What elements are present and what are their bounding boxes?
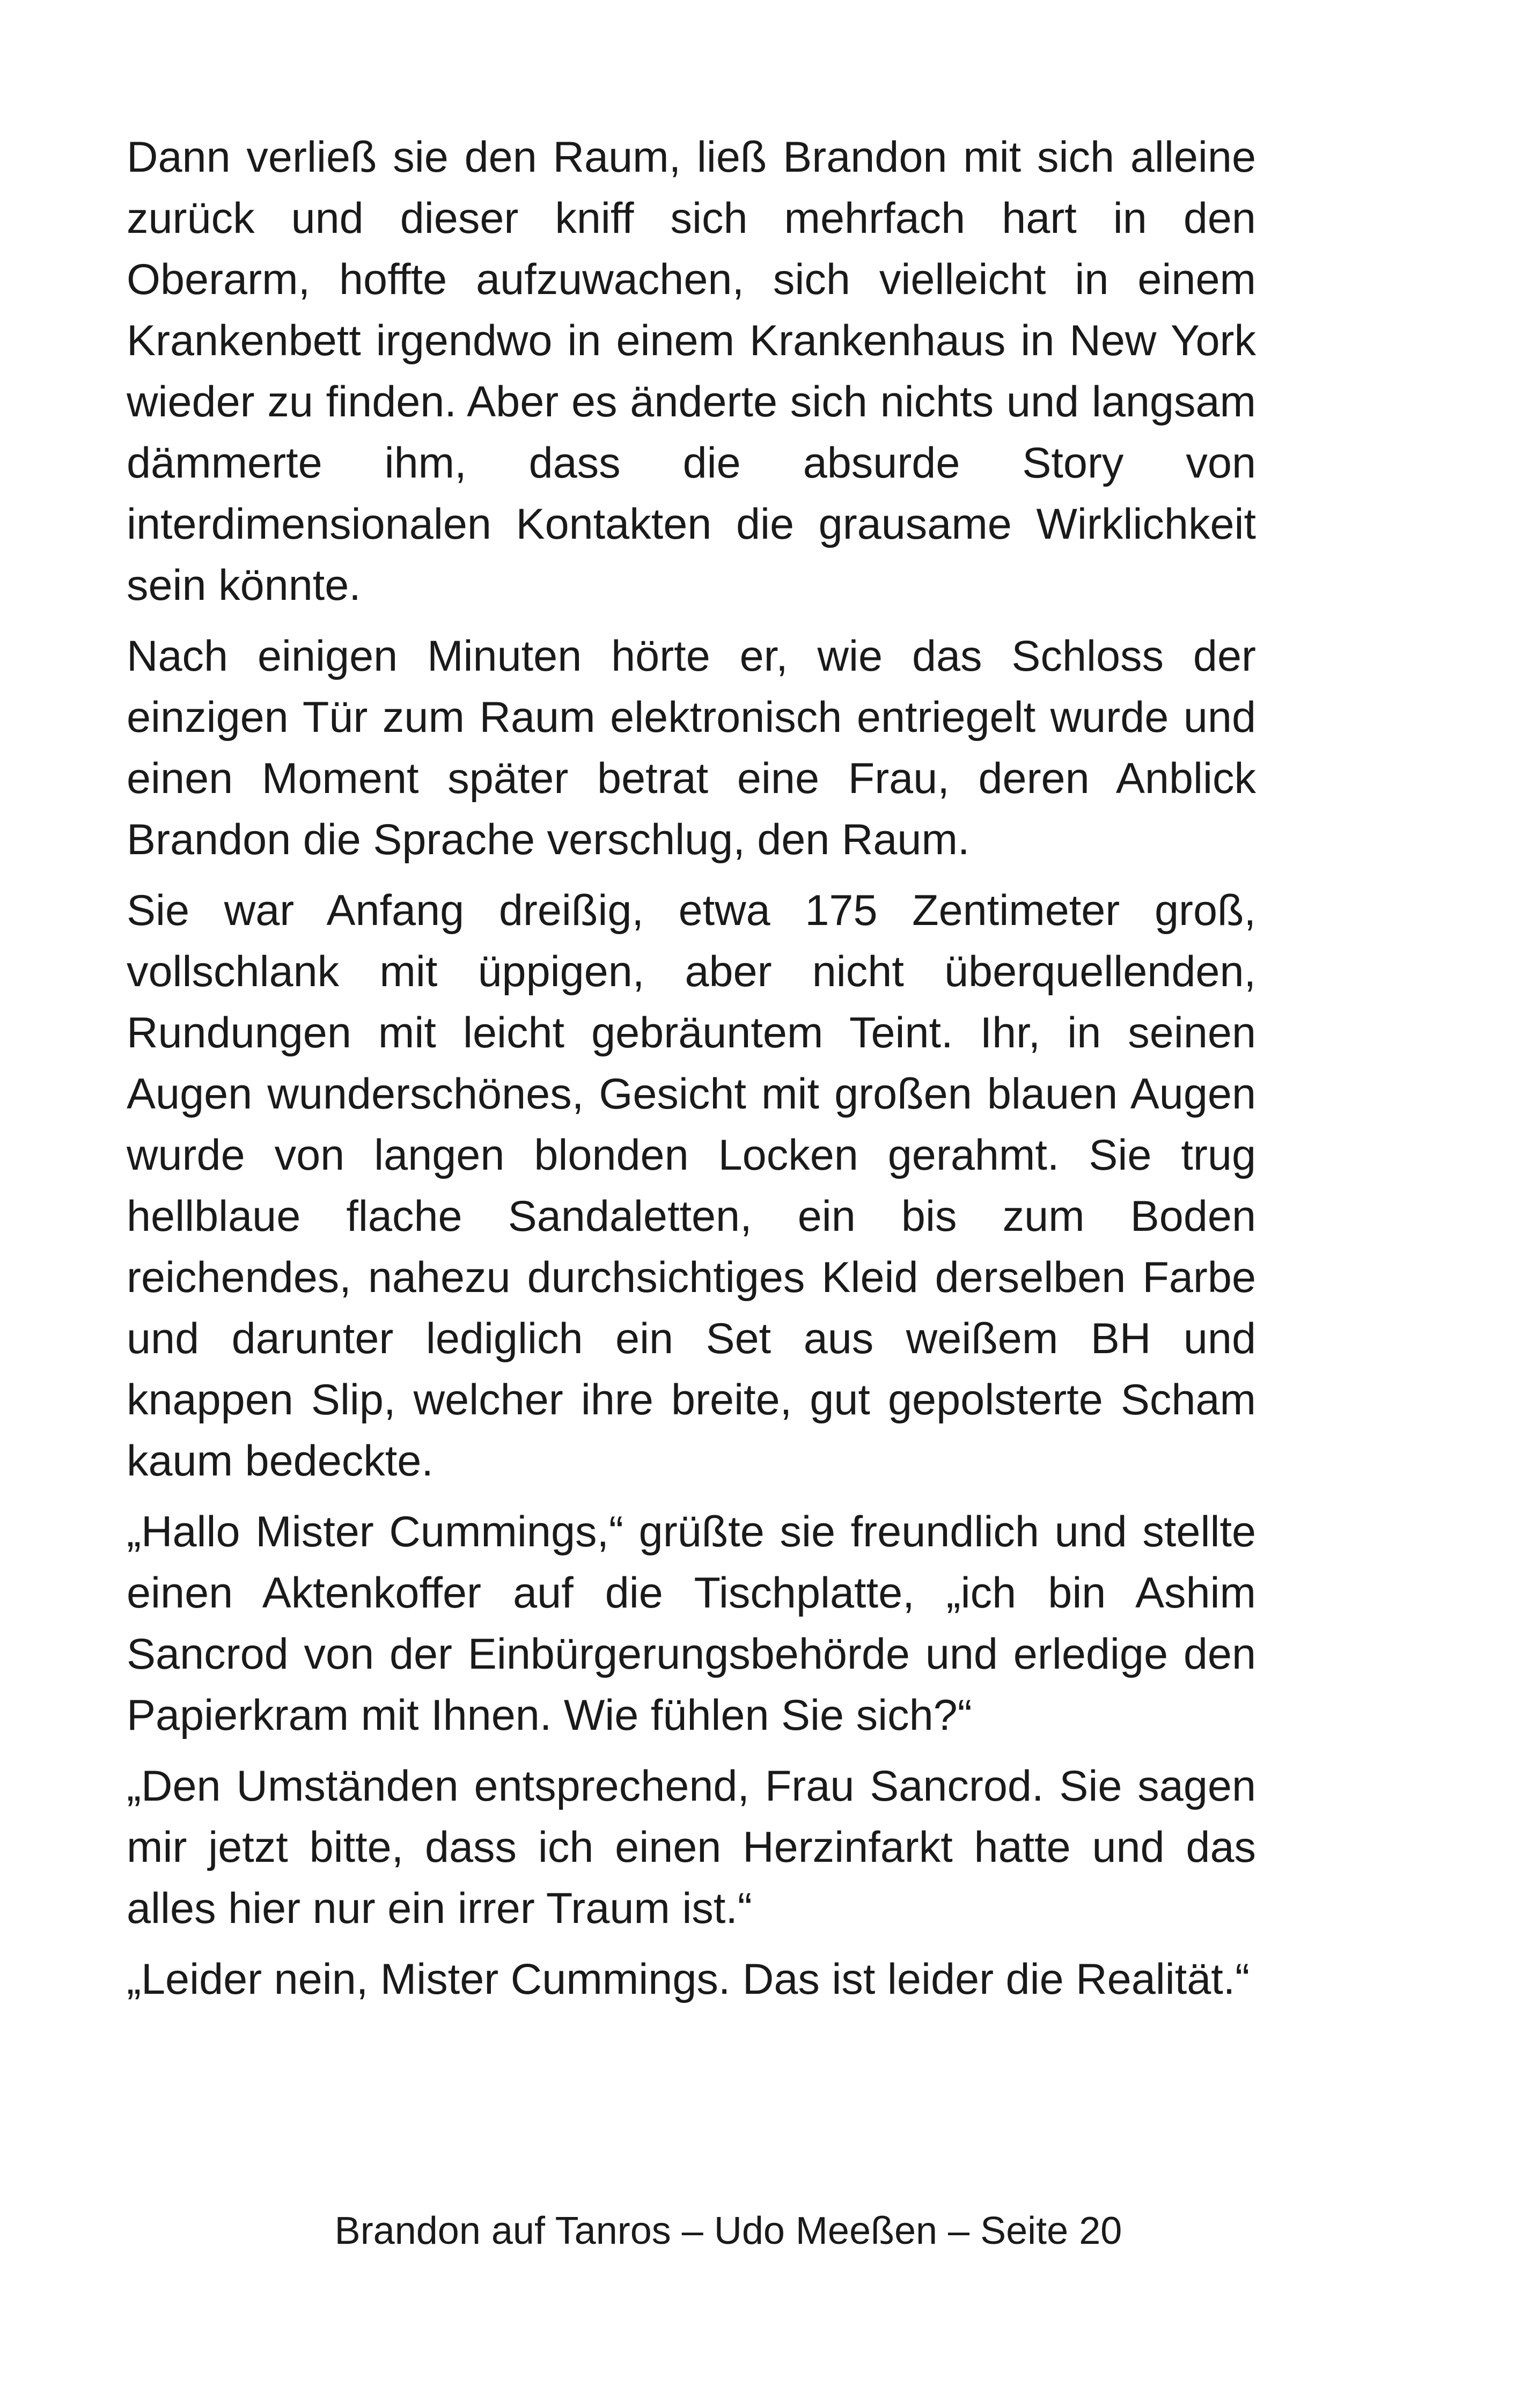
body-text bbox=[127, 127, 1256, 2020]
paragraph-3: Sie war Anfang dreißig, etwa 175 Zentimeter groß, vollschlank mit üppigen, aber nicht überquellenden, Rundungen mit leicht gebräuntem Teint. Ihr, in seinen Augen wunderschönes, Gesicht mit großen blauen Augen wurde von langen blonden Locken gerahmt. Sie trug hellblaue flache Sandaletten, ein bis zum Boden reichendes, nahezu durchsichtiges Kleid derselben Farbe und darunter lediglich ein Set aus weißem BH und knappen Slip, welcher ihre breite, gut gepolsterte Scham kaum bedeckte. bbox=[127, 886, 1256, 1485]
paragraph-5: „Den Umständen entsprechend, Frau Sancrod. Sie sagen mir jetzt bitte, dass ich einen Herzinfarkt hatte und das alles hier nur ein irrer Traum ist.“ bbox=[127, 1762, 1256, 1933]
paragraph-2: Nach einigen Minuten hörte er, wie das Schloss der einzigen Tür zum Raum elektronisch entriegelt wurde und einen Moment später betrat eine Frau, deren Anblick Brandon die Sprache verschlug, den Raum. bbox=[127, 632, 1256, 864]
page-footer bbox=[0, 2204, 1521, 2258]
footer-text: Brandon auf Tanros – Udo Meeßen – Seite 20 bbox=[334, 2209, 1122, 2252]
paragraph-4: „Hallo Mister Cummings,“ grüßte sie freundlich und stellte einen Aktenkoffer auf die Tischplatte, „ich bin Ashim Sancrod von der Einbürgerungsbehörde und erledige den Papierkram mit Ihnen. Wie fühlen Sie sich?“ bbox=[127, 1508, 1256, 1739]
paragraph-6: „Leider nein, Mister Cummings. Das ist leider die Realität.“ bbox=[127, 1955, 1250, 2003]
paragraph-1: Dann verließ sie den Raum, ließ Brandon mit sich alleine zurück und dieser kniff sich mehrfach hart in den Oberarm, hoffte aufzuwachen, sich vielleicht in einem Krankenbett irgendwo in einem Krankenhaus in New York wieder zu finden. Aber es änderte sich nichts und langsam dämmerte ihm, dass die absurde Story von interdimensionalen Kontakten die grausame Wirklichkeit sein könnte. bbox=[127, 133, 1256, 610]
